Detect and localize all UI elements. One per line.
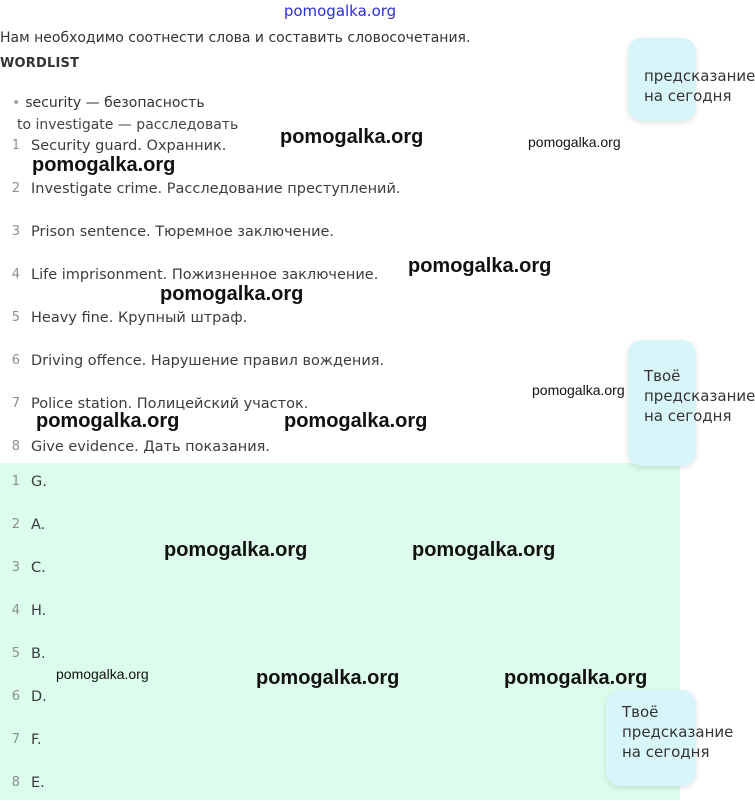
bubble-text: предсказание — [644, 387, 755, 405]
row-number: 8 — [11, 439, 20, 454]
row-number: 4 — [11, 603, 20, 618]
row-text: Investigate crime. Расследование преступлений. — [31, 180, 401, 197]
watermark: pomogalka.org — [504, 667, 648, 689]
task-row — [0, 296, 680, 339]
answer-letter: A. — [31, 516, 46, 533]
row-number: 7 — [11, 396, 20, 411]
answer-letter: E. — [31, 774, 45, 791]
prediction-bubble[interactable] — [606, 690, 734, 786]
row-text: Life imprisonment. Пожизненное заключение. — [31, 266, 379, 283]
row-number: 4 — [11, 267, 20, 282]
task-row — [0, 253, 680, 296]
row-number: 2 — [11, 181, 20, 196]
answer-row — [0, 761, 680, 804]
wordlist-item: to investigate — расследовать — [17, 117, 239, 133]
answer-row — [0, 460, 680, 503]
row-number: 1 — [11, 474, 20, 489]
row-number: 7 — [11, 732, 20, 747]
watermark: pomogalka.org — [160, 283, 304, 305]
task-row — [0, 339, 680, 382]
watermark: pomogalka.org — [284, 410, 428, 432]
row-number: 5 — [11, 646, 20, 661]
watermark: pomogalka.org — [532, 382, 625, 398]
bubble-text: предсказание — [644, 67, 755, 85]
row-number: 6 — [11, 689, 20, 704]
bubble-text: на сегодня — [644, 87, 732, 105]
answer-letter: B. — [31, 645, 46, 662]
row-text: Give evidence. Дать показания. — [31, 438, 270, 455]
watermark: pomogalka.org — [56, 666, 149, 682]
bubble-text: предсказание — [622, 723, 734, 741]
row-text: Security guard. Охранник. — [31, 137, 227, 154]
task-row — [0, 210, 680, 253]
prediction-bubble[interactable] — [628, 340, 755, 466]
watermark: pomogalka.org — [32, 154, 176, 176]
bullet-icon: • — [12, 95, 21, 111]
bubble-text: Твоё — [644, 367, 681, 385]
watermark: pomogalka.org — [408, 255, 552, 277]
row-number: 1 — [11, 138, 20, 153]
watermark: pomogalka.org — [528, 134, 621, 150]
task-intro: Нам необходимо соотнести слова и составить словосочетания. — [0, 30, 471, 46]
watermark: pomogalka.org — [280, 126, 424, 148]
answer-row — [0, 589, 680, 632]
watermark: pomogalka.org — [256, 667, 400, 689]
watermark: pomogalka.org — [164, 539, 308, 561]
watermark: pomogalka.org — [412, 539, 556, 561]
wordlist — [12, 92, 312, 133]
row-number: 8 — [11, 775, 20, 790]
row-number: 3 — [11, 560, 20, 575]
answer-letter: F. — [31, 731, 42, 748]
answer-row — [0, 718, 680, 761]
answer-row — [0, 503, 680, 546]
row-text: Heavy fine. Крупный штраф. — [31, 309, 248, 326]
row-text: Prison sentence. Тюремное заключение. — [31, 223, 335, 240]
wordlist-item: • security — безопасность — [12, 95, 205, 111]
wordlist-title: WORDLIST — [0, 56, 80, 71]
answer-letter: D. — [31, 688, 47, 705]
row-number: 2 — [11, 517, 20, 532]
answer-letter: G. — [31, 473, 47, 490]
site-link[interactable]: pomogalka.org — [283, 2, 397, 20]
watermark: pomogalka.org — [36, 410, 180, 432]
bubble-text: Твоё — [622, 703, 659, 721]
answer-letter: H. — [31, 602, 47, 619]
row-number: 6 — [11, 353, 20, 368]
answer-letter: C. — [31, 559, 46, 576]
row-text: Police station. Полицейский участок. — [31, 395, 309, 412]
bubble-text: на сегодня — [644, 407, 732, 425]
answer-row — [0, 546, 680, 589]
prediction-bubble[interactable] — [628, 38, 755, 121]
row-number: 3 — [11, 224, 20, 239]
bubble-text: на сегодня — [622, 743, 710, 761]
row-number: 5 — [11, 310, 20, 325]
row-text: Driving offence. Нарушение правил вождения. — [31, 352, 385, 369]
